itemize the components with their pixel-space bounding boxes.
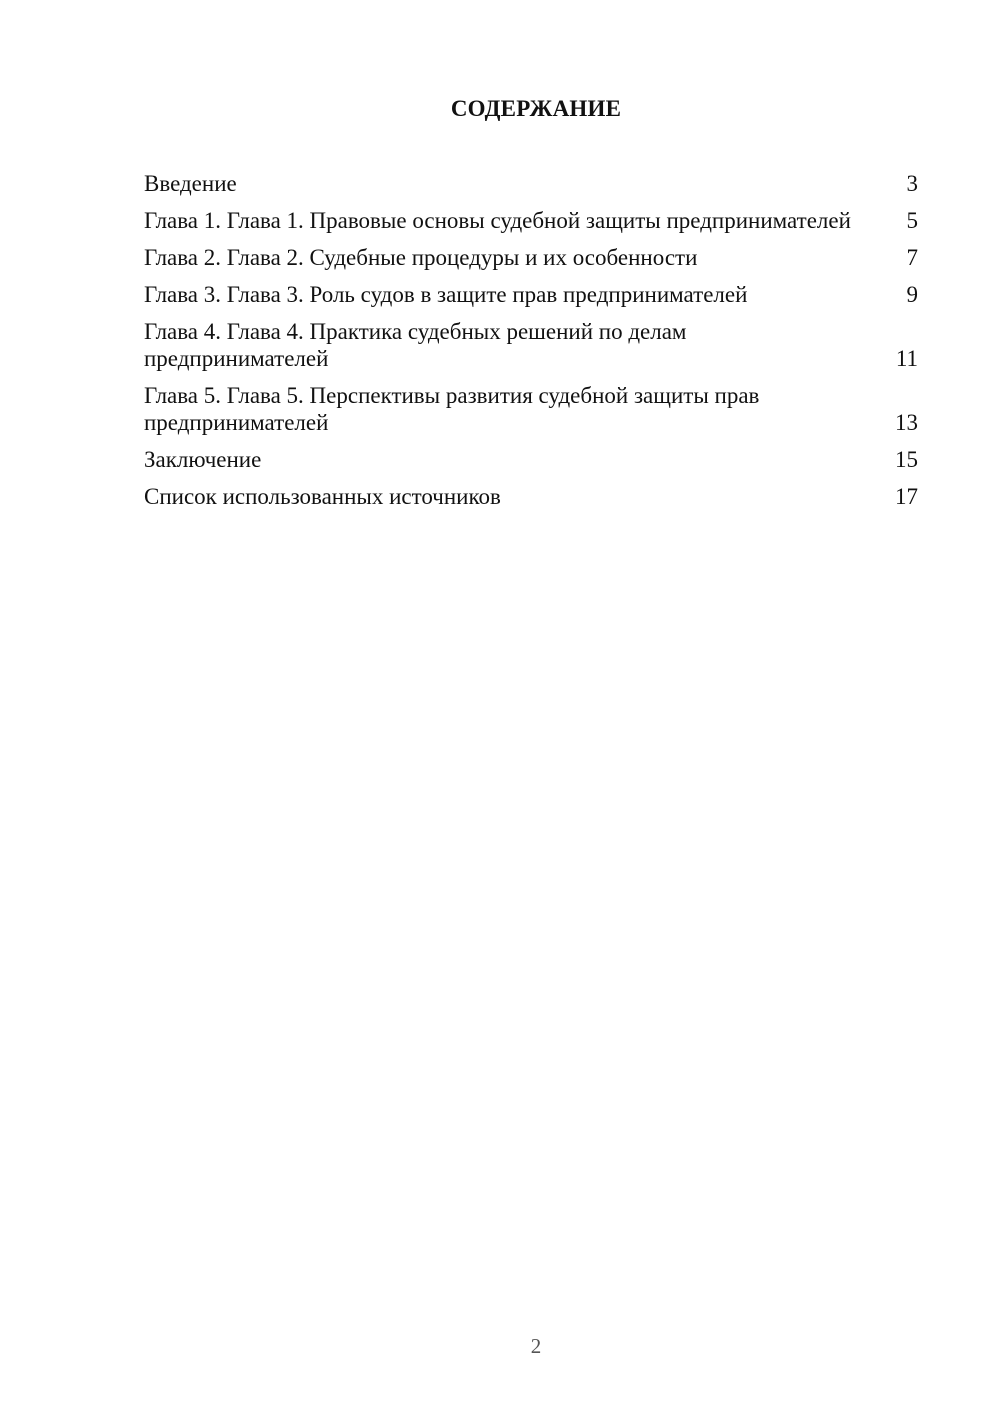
toc-entry-page: 3 bbox=[906, 171, 918, 196]
toc-entry-chapter-4 bbox=[144, 318, 918, 372]
toc-entry-page: 11 bbox=[895, 346, 918, 371]
toc-entry-text: Введение bbox=[144, 171, 237, 196]
toc-entry-introduction bbox=[144, 170, 918, 197]
table-of-contents bbox=[144, 170, 918, 520]
toc-entry-page: 17 bbox=[895, 484, 918, 509]
toc-entry-page: 13 bbox=[895, 410, 918, 435]
toc-entry-page: 9 bbox=[906, 282, 918, 307]
page-number: 2 bbox=[530, 1334, 542, 1358]
toc-title: СОДЕРЖАНИЕ bbox=[450, 96, 622, 121]
toc-entry-text: Заключение bbox=[144, 447, 262, 472]
toc-entry-references bbox=[144, 483, 918, 510]
toc-entry-text: Глава 2. Глава 2. Судебные процедуры и их особенности bbox=[144, 245, 698, 270]
toc-entry-page: 15 bbox=[895, 447, 918, 472]
toc-entry-text: Глава 3. Глава 3. Роль судов в защите прав предпринимателей bbox=[144, 282, 748, 307]
toc-entry-chapter-3 bbox=[144, 281, 918, 308]
toc-entry-text: Глава 4. Глава 4. Практика судебных решений по делам предпринимателей bbox=[144, 319, 687, 371]
toc-entry-chapter-5 bbox=[144, 382, 918, 436]
toc-entry-page: 7 bbox=[906, 245, 918, 270]
toc-entry-conclusion bbox=[144, 446, 918, 473]
toc-entry-text: Глава 5. Глава 5. Перспективы развития судебной защиты прав предпринимателей bbox=[144, 383, 760, 435]
toc-entry-chapter-1 bbox=[144, 207, 918, 234]
toc-entry-chapter-2 bbox=[144, 244, 918, 271]
toc-entry-text: Список использованных источников bbox=[144, 484, 501, 509]
toc-entry-page: 5 bbox=[906, 208, 918, 233]
toc-entry-text: Глава 1. Глава 1. Правовые основы судебной защиты предпринимателей bbox=[144, 208, 851, 233]
